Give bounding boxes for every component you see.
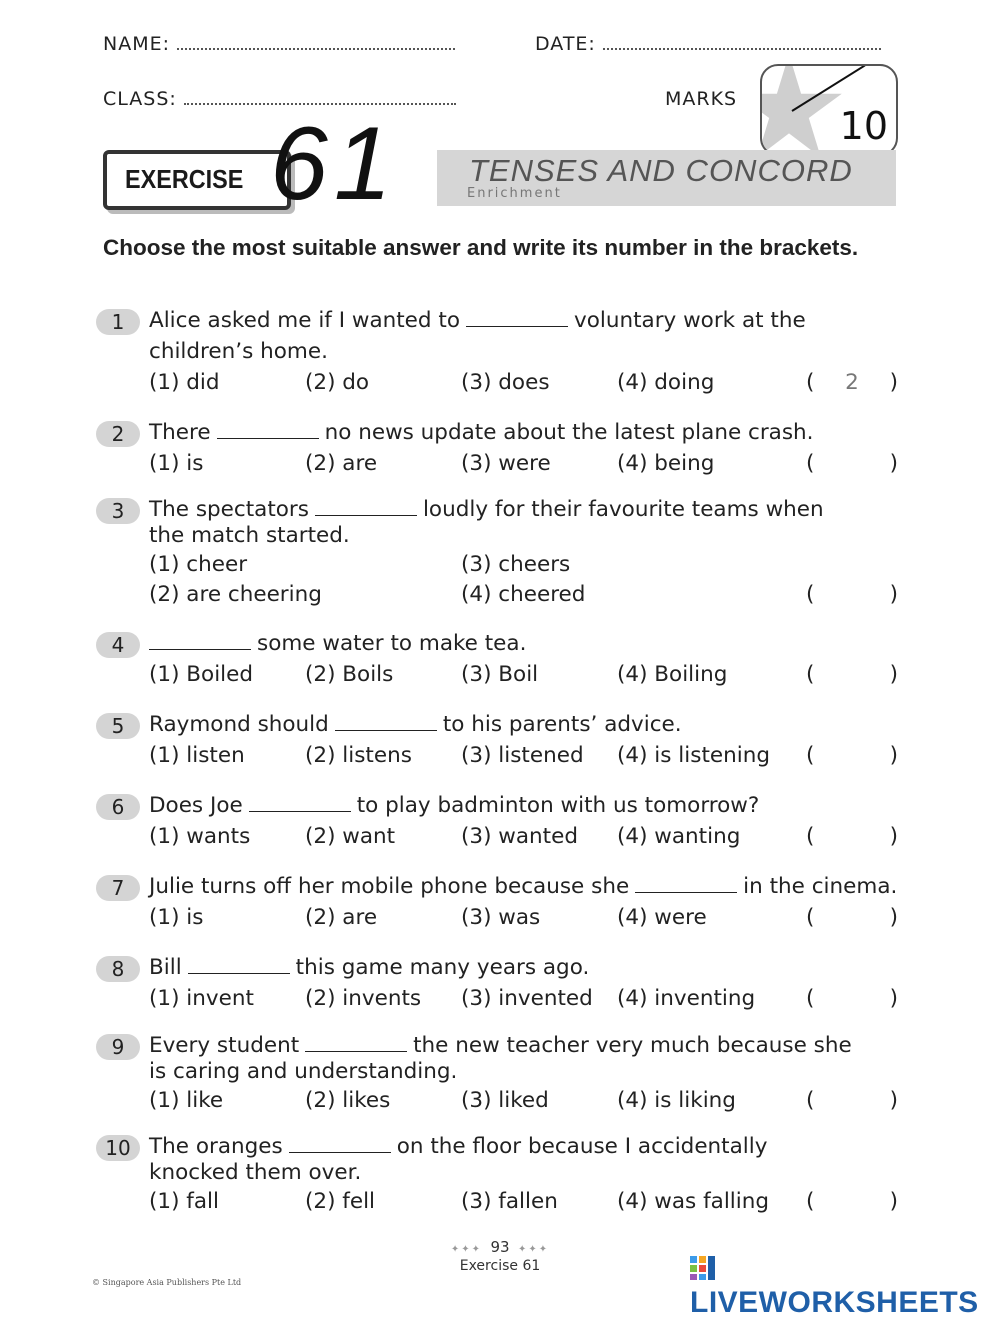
- question-text-continued: is caring and understanding.: [149, 1059, 458, 1084]
- option: (3) fallen: [461, 1189, 558, 1214]
- option: (3) listened: [461, 743, 584, 768]
- option: (4) wanting: [617, 824, 741, 849]
- bracket-close: ): [889, 743, 898, 768]
- option: (1) fall: [149, 1189, 219, 1214]
- bracket-open: (: [806, 1088, 815, 1113]
- option: (2) do: [305, 370, 370, 395]
- question-number: 3: [96, 498, 140, 524]
- option: (2) likes: [305, 1088, 391, 1113]
- question-number: 9: [96, 1034, 140, 1060]
- option: (3) cheers: [461, 552, 571, 577]
- option: (4) cheered: [461, 582, 586, 607]
- date-field: [535, 33, 881, 55]
- option: (4) were: [617, 905, 707, 930]
- question-text-after-blank: some water to make tea.: [257, 631, 527, 656]
- question-text-after-blank: voluntary work at the: [573, 308, 806, 333]
- bracket-close: ): [889, 582, 898, 607]
- question-text: [149, 308, 806, 333]
- page-number: 93: [490, 1238, 510, 1256]
- question-text-after-blank: to his parents’ advice.: [442, 712, 682, 737]
- option: (4) was falling: [617, 1189, 770, 1214]
- bracket-open: (: [806, 582, 815, 607]
- bracket-open: (: [806, 1189, 815, 1214]
- bracket-open: (: [806, 662, 815, 687]
- bracket-close: ): [889, 1088, 898, 1113]
- option: (2) are cheering: [149, 582, 322, 607]
- question-text-before-blank: Every student: [149, 1033, 300, 1058]
- question-text-before-blank: Julie turns off her mobile phone because she: [149, 874, 630, 899]
- topic-subtitle: Enrichment: [467, 186, 562, 201]
- option: (2) fell: [305, 1189, 376, 1214]
- question-text-before-blank: Does Joe: [149, 793, 243, 818]
- question-text-before-blank: There: [149, 420, 211, 445]
- option: (1) is: [149, 905, 204, 930]
- bracket-close: ): [889, 1189, 898, 1214]
- question-number: 10: [96, 1135, 140, 1161]
- answer-blank: [305, 1033, 407, 1052]
- option: (3) liked: [461, 1088, 549, 1113]
- question-text-after-blank: loudly for their favourite teams when: [422, 497, 824, 522]
- question-text: [149, 420, 814, 445]
- option: (2) invents: [305, 986, 422, 1011]
- instructions: Choose the most suitable answer and write its number in the brackets.: [103, 235, 859, 260]
- option: (4) Boiling: [617, 662, 728, 687]
- liveworksheets-grid-icon: [690, 1256, 716, 1280]
- marks-box: [760, 64, 898, 156]
- bracket-close: ): [889, 662, 898, 687]
- answer-blank: [249, 793, 351, 812]
- question-number: 5: [96, 713, 140, 739]
- option: (3) does: [461, 370, 550, 395]
- option: (4) inventing: [617, 986, 756, 1011]
- question-text: [149, 712, 682, 737]
- option: (2) Boils: [305, 662, 394, 687]
- question-number: 6: [96, 794, 140, 820]
- question-text: [149, 497, 824, 522]
- exercise-badge: [103, 150, 291, 210]
- star-icon: [760, 64, 844, 156]
- bracket-open: (: [806, 986, 815, 1011]
- option: (1) like: [149, 1088, 224, 1113]
- exercise-label: EXERCISE: [125, 164, 244, 194]
- option: (3) were: [461, 451, 551, 476]
- answer-input[interactable]: 2: [845, 370, 859, 395]
- option: (1) cheer: [149, 552, 248, 577]
- question-text-before-blank: Raymond should: [149, 712, 329, 737]
- answer-blank: [289, 1134, 391, 1153]
- question-number: 1: [96, 309, 140, 335]
- name-label: NAME:: [103, 33, 171, 55]
- option: (3) wanted: [461, 824, 578, 849]
- question-text-before-blank: Alice asked me if I wanted to: [149, 308, 460, 333]
- option: (2) want: [305, 824, 396, 849]
- question-number: 2: [96, 421, 140, 447]
- copyright: © Singapore Asia Publishers Pte Ltd: [92, 1278, 242, 1287]
- bracket-open: (: [806, 451, 815, 476]
- question-text-continued: knocked them over.: [149, 1160, 362, 1185]
- option: (1) listen: [149, 743, 245, 768]
- option: (4) being: [617, 451, 715, 476]
- option: (2) are: [305, 451, 378, 476]
- bracket-open: (: [806, 824, 815, 849]
- question-text-after-blank: no news update about the latest plane crash.: [324, 420, 814, 445]
- bracket-close: ): [889, 905, 898, 930]
- bracket-close: ): [889, 451, 898, 476]
- option: (3) Boil: [461, 662, 539, 687]
- bracket-close: ): [889, 370, 898, 395]
- option: (2) listens: [305, 743, 412, 768]
- answer-blank: [149, 631, 251, 650]
- question-text: [149, 1134, 767, 1159]
- name-input-line[interactable]: [177, 34, 455, 50]
- option: (3) was: [461, 905, 541, 930]
- bracket-open: (: [806, 370, 815, 395]
- question-text-after-blank: the new teacher very much because she: [413, 1033, 852, 1058]
- question-text-continued: the match started.: [149, 523, 350, 548]
- liveworksheets-brand: LIVEWORKSHEETS: [690, 1286, 979, 1319]
- question-text-after-blank: this game many years ago.: [295, 955, 590, 980]
- footer-exercise-label: Exercise 61: [459, 1258, 541, 1274]
- option: (4) is listening: [617, 743, 770, 768]
- question-text-continued: children’s home.: [149, 339, 328, 364]
- answer-blank: [315, 497, 417, 516]
- name-field: [103, 33, 455, 55]
- class-label: CLASS:: [103, 88, 177, 110]
- answer-blank: [188, 955, 290, 974]
- exercise-number: 61: [270, 106, 398, 222]
- question-text-after-blank: to play badminton with us tomorrow?: [356, 793, 760, 818]
- bracket-close: ): [889, 986, 898, 1011]
- question-text-before-blank: The spectators: [149, 497, 309, 522]
- ornament-left-icon: ✦✦✦: [450, 1244, 482, 1255]
- question-text: [149, 631, 526, 656]
- option: (1) did: [149, 370, 220, 395]
- question-number: 8: [96, 956, 140, 982]
- question-text-after-blank: in the cinema.: [743, 874, 898, 899]
- ornament-right-icon: ✦✦✦: [518, 1244, 550, 1255]
- answer-blank: [217, 420, 319, 439]
- option: (2) are: [305, 905, 378, 930]
- class-input-line[interactable]: [184, 89, 456, 105]
- date-input-line[interactable]: [603, 34, 881, 50]
- option: (1) wants: [149, 824, 251, 849]
- topic-title: TENSES AND CONCORD: [469, 153, 853, 188]
- topic-bar: [437, 150, 896, 206]
- question-text: [149, 793, 759, 818]
- question-text: [149, 874, 897, 899]
- bracket-open: (: [806, 905, 815, 930]
- option: (1) Boiled: [149, 662, 254, 687]
- question-text: [149, 955, 589, 980]
- bracket-close: ): [889, 824, 898, 849]
- question-number: 7: [96, 875, 140, 901]
- option: (1) invent: [149, 986, 254, 1011]
- bracket-open: (: [806, 743, 815, 768]
- liveworksheets-logo[interactable]: [690, 1252, 1000, 1320]
- option: (1) is: [149, 451, 204, 476]
- date-label: DATE:: [535, 33, 596, 55]
- question-text-after-blank: on the floor because I accidentally: [396, 1134, 768, 1159]
- question-text-before-blank: The oranges: [149, 1134, 283, 1159]
- question-text-before-blank: Bill: [149, 955, 182, 980]
- answer-blank: [466, 308, 568, 327]
- question-text: [149, 1033, 852, 1058]
- marks-label: MARKS: [665, 88, 738, 110]
- marks-total: 10: [839, 104, 888, 148]
- answer-blank: [635, 874, 737, 893]
- option: (4) is liking: [617, 1088, 736, 1113]
- question-number: 4: [96, 632, 140, 658]
- option: (4) doing: [617, 370, 715, 395]
- option: (3) invented: [461, 986, 593, 1011]
- answer-blank: [335, 712, 437, 731]
